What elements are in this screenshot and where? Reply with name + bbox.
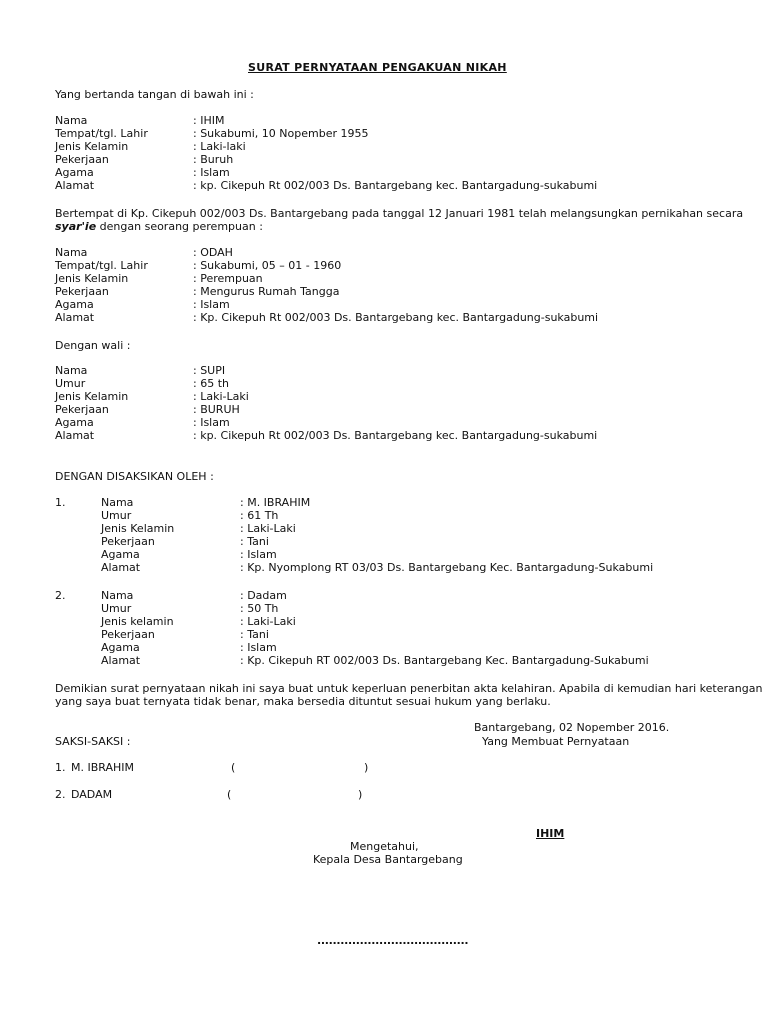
wali-value: : kp. Cikepuh Rt 002/003 Ds. Bantargebang kec. Bantargadung-sukabumi [193, 429, 598, 442]
saksi-number: 1. [55, 761, 66, 774]
husband-label: Agama [55, 166, 94, 179]
husband-value: : Islam [193, 166, 230, 179]
wife-value: : Islam [193, 298, 230, 311]
husband-label: Alamat [55, 179, 95, 192]
witness-label: Agama [101, 548, 140, 561]
witness-label: Jenis Kelamin [101, 522, 175, 535]
witness-value: : Tani [240, 535, 269, 548]
husband-label: Jenis Kelamin [55, 140, 129, 153]
intro-text: Yang bertanda tangan di bawah ini : [55, 88, 254, 101]
witness-value: : Islam [240, 641, 277, 654]
husband-label: Pekerjaan [55, 153, 109, 166]
signature-close-paren: ) [364, 761, 369, 774]
document-title: SURAT PERNYATAAN PENGAKUAN NIKAH [248, 61, 507, 74]
witness-value: : M. IBRAHIM [240, 496, 311, 509]
witness-value: : 61 Th [240, 509, 279, 522]
saksi-name: DADAM [71, 788, 113, 801]
wali-label: Pekerjaan [55, 403, 109, 416]
witness-label: Alamat [101, 561, 141, 574]
marriage-statement-line2 [55, 220, 263, 233]
maker-label: Yang Membuat Pernyataan [482, 735, 630, 748]
husband-value: : IHIM [193, 114, 225, 127]
wali-value: : Islam [193, 416, 230, 429]
witness-label: Pekerjaan [101, 535, 155, 548]
husband-value: : Buruh [193, 153, 234, 166]
witness-label: Pekerjaan [101, 628, 155, 641]
signature-open-paren: ( [227, 788, 232, 801]
wali-value: : Laki-Laki [193, 390, 249, 403]
wife-value: : Perempuan [193, 272, 263, 285]
wife-label: Nama [55, 246, 88, 259]
saksi-number: 2. [55, 788, 66, 801]
maker-name: IHIM [536, 827, 565, 840]
wife-label: Tempat/tgl. Lahir [55, 259, 148, 272]
witness-value: : Tani [240, 628, 269, 641]
marriage-statement-line1: Bertempat di Kp. Cikepuh 002/003 Ds. Bantargebang pada tanggal 12 Januari 1981 telah melangsungkan pernikahan secara [55, 207, 744, 220]
mengetahui-text: Mengetahui, [350, 840, 419, 853]
wife-value: : ODAH [193, 246, 233, 259]
wali-heading: Dengan wali : [55, 339, 131, 352]
wali-label: Jenis Kelamin [55, 390, 129, 403]
witness-value: : Kp. Cikepuh RT 002/003 Ds. Bantargebang Kec. Bantargadung-Sukabumi [240, 654, 649, 667]
husband-label: Nama [55, 114, 88, 127]
husband-label: Tempat/tgl. Lahir [55, 127, 148, 140]
witness-label: Umur [101, 509, 132, 522]
witness-value: : Kp. Nyomplong RT 03/03 Ds. Bantargebang Kec. Bantargadung-Sukabumi [240, 561, 654, 574]
wife-value: : Kp. Cikepuh Rt 002/003 Ds. Bantargebang kec. Bantargadung-sukabumi [193, 311, 599, 324]
signature-open-paren: ( [231, 761, 236, 774]
wife-value: : Sukabumi, 05 – 01 - 1960 [193, 259, 342, 272]
syarie-term: syar'ie [55, 220, 97, 233]
witness-label: Jenis kelamin [101, 615, 174, 628]
witness-value: : Islam [240, 548, 277, 561]
wali-label: Umur [55, 377, 86, 390]
witness-number: 2. [55, 589, 66, 602]
witness-value: : Laki-Laki [240, 615, 296, 628]
saksi-name: M. IBRAHIM [71, 761, 135, 774]
husband-value: : Sukabumi, 10 Nopember 1955 [193, 127, 369, 140]
wali-value: : SUPI [193, 364, 226, 377]
witness-label: Nama [101, 589, 134, 602]
marriage-statement-rest: dengan seorang perempuan : [96, 220, 263, 233]
wali-value: : 65 th [193, 377, 229, 390]
saksi-heading: SAKSI-SAKSI : [55, 735, 131, 748]
witness-heading: DENGAN DISAKSIKAN OLEH : [55, 470, 214, 483]
wife-label: Pekerjaan [55, 285, 109, 298]
witness-value: : 50 Th [240, 602, 279, 615]
wife-value: : Mengurus Rumah Tangga [193, 285, 340, 298]
witness-number: 1. [55, 496, 66, 509]
closing-line-2: yang saya buat ternyata tidak benar, maka bersedia dituntut sesuai hukum yang berlaku. [55, 695, 551, 708]
witness-value: : Dadam [240, 589, 287, 602]
wali-label: Alamat [55, 429, 95, 442]
husband-value: : kp. Cikepuh Rt 002/003 Ds. Bantargebang kec. Bantargadung-sukabumi [193, 179, 598, 192]
wife-label: Alamat [55, 311, 95, 324]
wife-label: Agama [55, 298, 94, 311]
witness-label: Alamat [101, 654, 141, 667]
wali-label: Nama [55, 364, 88, 377]
witness-label: Umur [101, 602, 132, 615]
husband-value: : Laki-laki [193, 140, 246, 153]
signature-close-paren: ) [358, 788, 363, 801]
closing-line-1: Demikian surat pernyataan nikah ini saya buat untuk keperluan penerbitan akta kelahiran. Apabila di kemudian hari keterangan [55, 682, 763, 695]
wife-label: Jenis Kelamin [55, 272, 129, 285]
kepala-desa-signature-line: ....................................... [317, 934, 469, 947]
kepala-desa-title: Kepala Desa Bantargebang [313, 853, 463, 866]
witness-value: : Laki-Laki [240, 522, 296, 535]
place-date: Bantargebang, 02 Nopember 2016. [474, 721, 670, 734]
wali-value: : BURUH [193, 403, 240, 416]
witness-label: Nama [101, 496, 134, 509]
witness-label: Agama [101, 641, 140, 654]
wali-label: Agama [55, 416, 94, 429]
